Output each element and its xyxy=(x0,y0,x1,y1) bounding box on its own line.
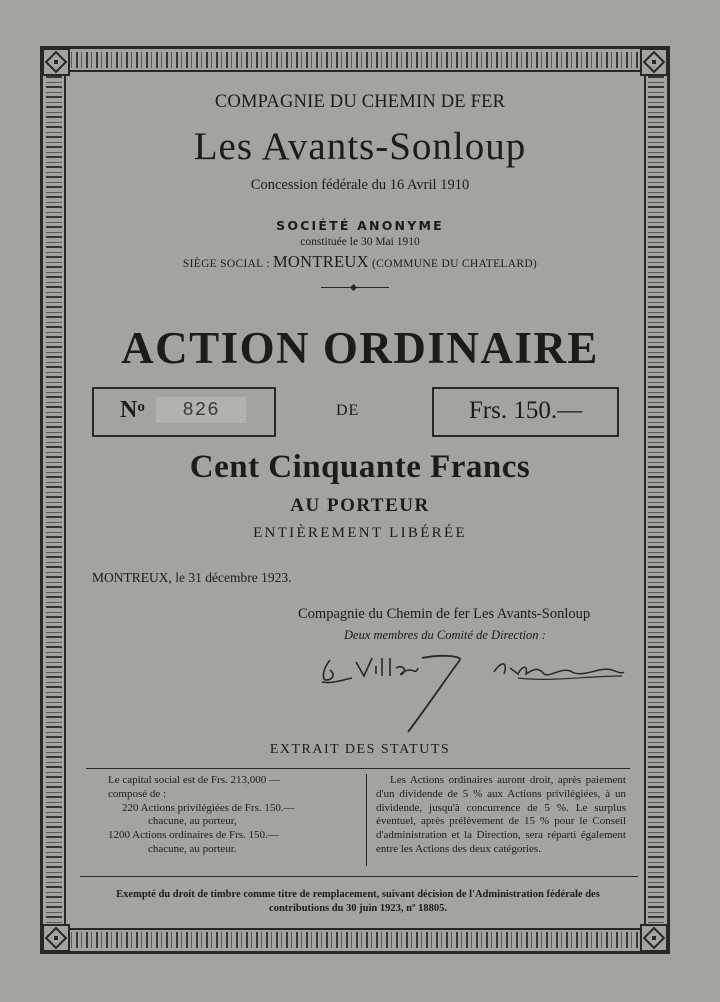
number-box xyxy=(92,387,276,437)
issue-place-date: MONTREUX, le 31 décembre 1923. xyxy=(92,570,292,585)
capital-line-1: Le capital social est de Frs. 213,000 — xyxy=(108,774,280,786)
capital-line-2: composé de : xyxy=(108,787,167,800)
statuts-rule-top xyxy=(86,768,630,769)
statuts-column-divider xyxy=(366,774,367,866)
ord-line-2: chacune, au porteur. xyxy=(148,842,237,855)
corner-ornament-top-left xyxy=(42,48,70,76)
priv-line-1: 220 Actions privilégiées de Frs. 150.— xyxy=(122,801,295,814)
statuts-capital-column xyxy=(108,774,360,857)
paid-label: ENTIÈREMENT LIBÉRÉE xyxy=(253,525,467,541)
de-label: DE xyxy=(336,402,360,419)
statuts-title: EXTRAIT DES STATUTS xyxy=(269,742,451,757)
corner-ornament-top-right xyxy=(640,48,668,76)
value-in-words: Cent Cinquante Francs xyxy=(189,449,531,485)
siege-city: MONTREUX xyxy=(272,252,369,271)
corner-ornament-bottom-left xyxy=(42,924,70,952)
signature-1 xyxy=(312,640,472,740)
statuts-dividend-text: Les Actions ordinaires auront droit, après paiement d'un dividende de 5 % aux Actions privilégiées, à un dividende, jusqu'à concurrence de 5 %. Le surplus éventuel, après prélèvement de 15 % pour le Conseil d'administration et la Direction, sera réparti également entre les Actions des deux catégories. xyxy=(376,774,626,855)
stamp-exemption-note: Exempté du droit de timbre comme titre de remplacement, suivant décision de l'Administration fédérale des contributions du 30 juin 1923, nº 18805. xyxy=(116,889,600,914)
siege-social xyxy=(0,252,720,272)
company-line: COMPAGNIE DU CHEMIN DE FER xyxy=(214,92,506,112)
company-name: Les Avants-Sonloup xyxy=(193,125,527,168)
siege-commune: (COMMUNE DU CHATELARD) xyxy=(368,258,538,270)
committee-members-label: Deux membres du Comité de Direction : xyxy=(344,628,546,642)
signature-2 xyxy=(488,652,628,688)
corner-ornament-bottom-right xyxy=(640,924,668,952)
certificate-number: 826 xyxy=(156,397,246,423)
bearer-label: AU PORTEUR xyxy=(290,495,430,516)
priv-line-2: chacune, au porteur, xyxy=(148,815,237,828)
number-label: $N^o$ xyxy=(120,397,145,423)
constitution-date: constituée le 30 Mai 1910 xyxy=(300,236,420,248)
concession-text: Concession fédérale du 16 Avril 1910 xyxy=(250,177,470,193)
statuts-rule-bottom xyxy=(80,876,638,877)
societe-anonyme: SOCIÉTÉ ANONYME xyxy=(276,218,444,233)
siege-prefix: SIÈGE SOCIAL : xyxy=(182,258,273,270)
share-type-title: ACTION ORDINAIRE xyxy=(121,323,599,373)
ord-line-1: 1200 Actions ordinaires de Frs. 150.— xyxy=(108,829,279,842)
company-signature-line: Compagnie du Chemin de fer Les Avants-Sonloup xyxy=(298,606,591,622)
value-box: Frs. 150.— xyxy=(432,387,619,437)
